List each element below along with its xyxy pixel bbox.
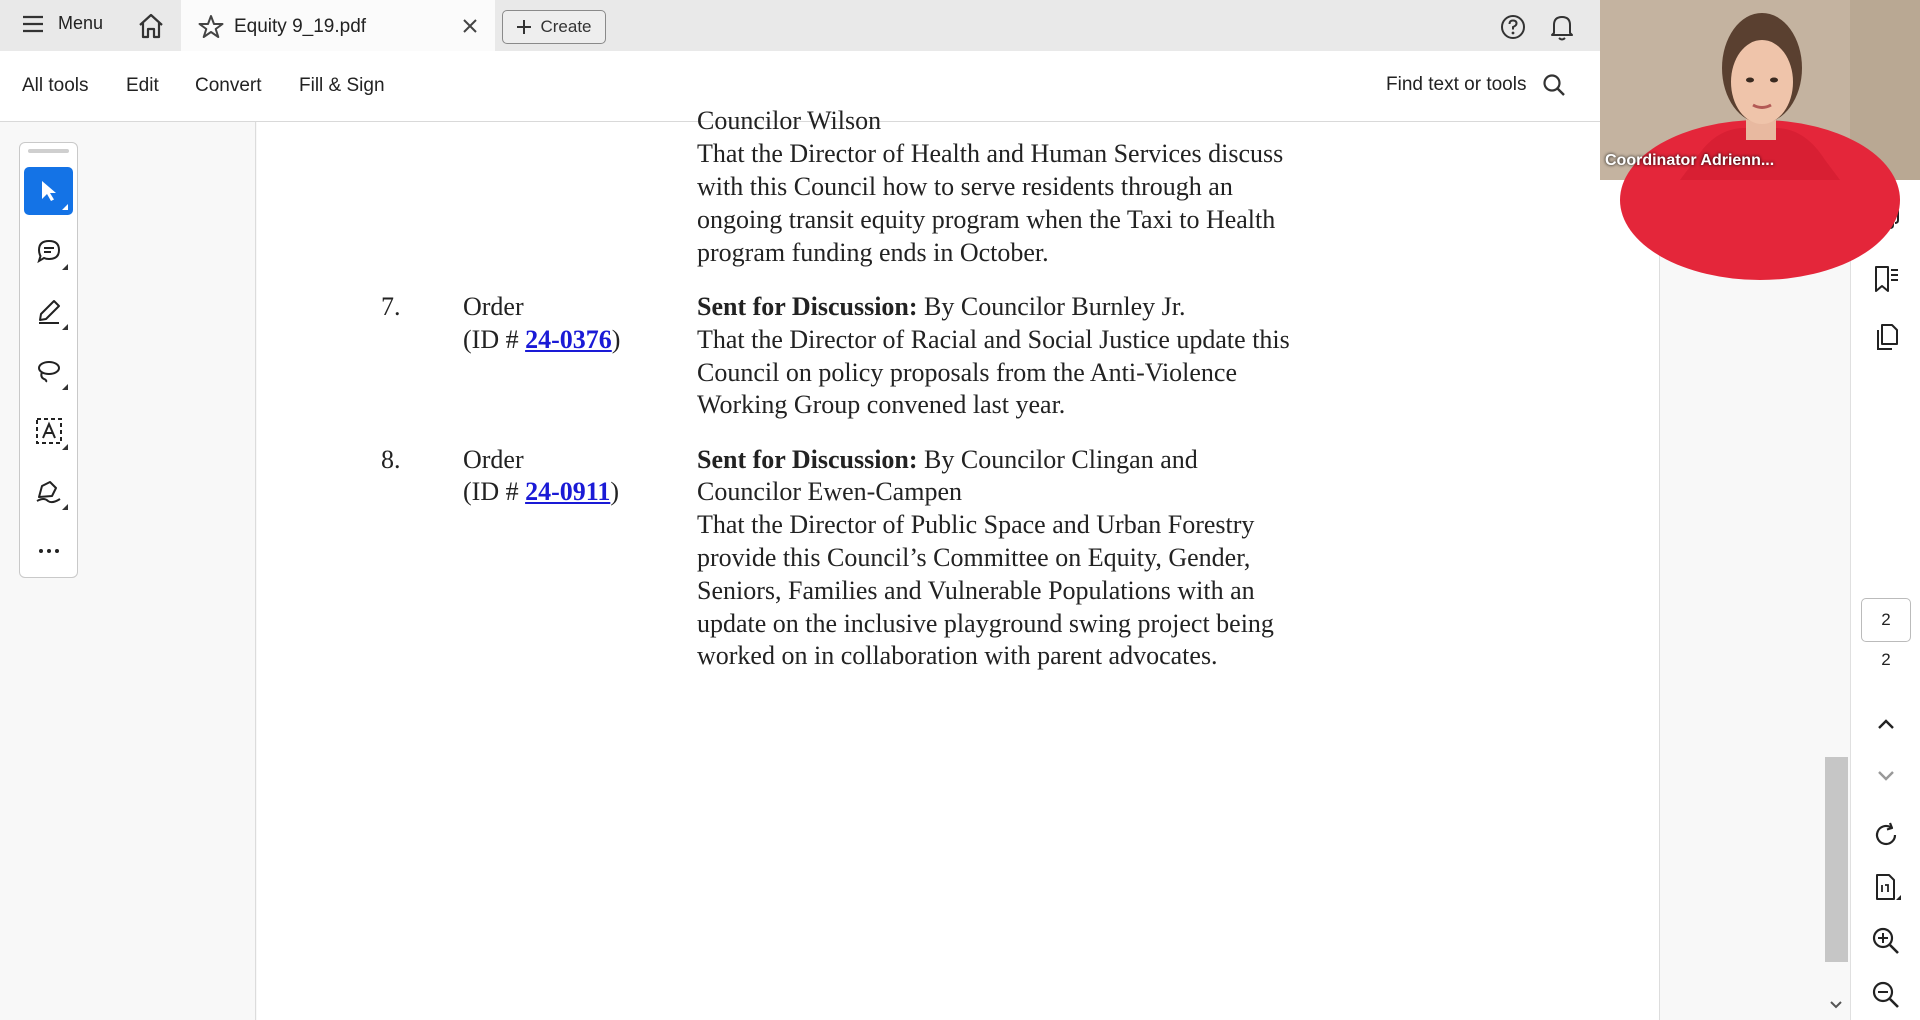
chevron-down-icon[interactable] (1877, 770, 1895, 782)
item6-line: program funding ends in October. (697, 238, 1049, 267)
right-panel-rail (1850, 180, 1920, 1020)
item-line: Working Group convened last year. (697, 390, 1066, 419)
zoom-in-icon[interactable] (1871, 926, 1901, 956)
select-tool[interactable] (24, 167, 73, 215)
item-heading: Sent for Discussion: By Councilor Clingan and (697, 445, 1198, 474)
close-icon[interactable] (463, 19, 477, 33)
star-icon[interactable] (198, 14, 224, 39)
chevron-up-icon[interactable] (1877, 718, 1895, 730)
find-placeholder: Find text or tools (1386, 74, 1527, 95)
page-number-input[interactable]: 2 (1861, 598, 1911, 642)
panel-grip[interactable] (28, 149, 69, 153)
item-line: update on the inclusive playground swing project being (697, 609, 1274, 638)
item-line: Seniors, Families and Vulnerable Populations with an (697, 576, 1255, 605)
scroll-down-arrow[interactable] (1829, 1000, 1843, 1010)
item-line: Councilor Ewen-Campen (697, 477, 962, 506)
item-type: Order (463, 292, 524, 321)
comment-icon (35, 237, 63, 265)
highlight-pen-icon (35, 297, 63, 325)
page-fit-icon[interactable] (1871, 872, 1903, 904)
help-icon[interactable] (1500, 14, 1526, 40)
item-line: Council on policy proposals from the Anti-Violence (697, 358, 1238, 387)
item-line: provide this Council’s Committee on Equity, Gender, (697, 543, 1251, 572)
cursor-icon (39, 179, 59, 203)
tab-bar (0, 0, 1600, 51)
item-id-line: (ID # 24-0911) (463, 477, 619, 506)
item-line: That the Director of Public Space and Urban Forestry (697, 510, 1255, 539)
item6-line: That the Director of Health and Human Services discuss (697, 139, 1284, 168)
participant-name: Coordinator Adrienn... (1605, 152, 1775, 169)
highlight-tool[interactable] (24, 287, 73, 335)
item-line: worked on in collaboration with parent advocates. (697, 641, 1218, 670)
video-call-tile[interactable] (1600, 0, 1920, 180)
more-tools-button[interactable] (24, 527, 73, 575)
item-id-line: (ID # 24-0376) (463, 325, 621, 354)
status-label: Sent for Discussion: (697, 445, 918, 474)
pdf-page (257, 106, 1659, 1020)
convert-menu[interactable]: Convert (195, 75, 262, 96)
tab-title: Equity 9_19.pdf (234, 16, 367, 37)
fill-sign-menu[interactable]: Fill & Sign (299, 75, 385, 96)
plus-icon (516, 19, 532, 35)
create-button[interactable] (502, 10, 606, 44)
partial-line: Councilor Wilson (697, 106, 882, 135)
item6-line: with this Council how to serve residents through an (697, 172, 1233, 201)
item-number: 8. (381, 445, 401, 474)
left-tool-rail (0, 122, 256, 1020)
lasso-icon (35, 357, 63, 385)
zoom-out-icon[interactable] (1871, 980, 1901, 1010)
item-number: 7. (381, 292, 401, 321)
home-icon (137, 13, 165, 39)
item-type: Order (463, 445, 524, 474)
item-heading: Sent for Discussion: By Councilor Burnley Jr. (697, 292, 1186, 321)
draw-tool[interactable] (24, 347, 73, 395)
scrollbar-thumb[interactable] (1825, 757, 1848, 962)
bookmark-icon[interactable] (1871, 264, 1901, 294)
status-label: Sent for Discussion: (697, 292, 918, 321)
menu-icon (22, 15, 44, 33)
text-select-icon (34, 416, 64, 446)
search-icon (1542, 73, 1566, 97)
rotate-icon[interactable] (1871, 820, 1901, 850)
create-label: Create (540, 17, 592, 36)
item-line: That the Director of Racial and Social Justice update this (697, 325, 1290, 354)
more-icon (37, 548, 61, 554)
all-tools-menu[interactable]: All tools (22, 75, 89, 96)
find-tools-search[interactable] (1386, 73, 1566, 97)
menu-label: Menu (58, 13, 104, 33)
document-margin (1659, 180, 1850, 1020)
page-total: 2 (1881, 650, 1891, 669)
edit-menu[interactable]: Edit (126, 75, 159, 96)
item6-line: ongoing transit equity program when the Taxi to Health (697, 205, 1276, 234)
sign-icon (34, 477, 64, 505)
menu-button[interactable] (22, 13, 103, 34)
add-text-tool[interactable] (24, 407, 73, 455)
quick-tools-panel (19, 142, 78, 578)
home-button[interactable] (137, 13, 165, 39)
pages-icon[interactable] (1871, 322, 1901, 352)
comment-tool[interactable] (24, 227, 73, 275)
bell-icon[interactable] (1549, 13, 1575, 41)
order-id-link[interactable]: 24-0911 (525, 477, 611, 506)
document-tab[interactable] (181, 0, 495, 51)
sign-tool[interactable] (24, 467, 73, 515)
order-id-link[interactable]: 24-0376 (525, 325, 612, 354)
